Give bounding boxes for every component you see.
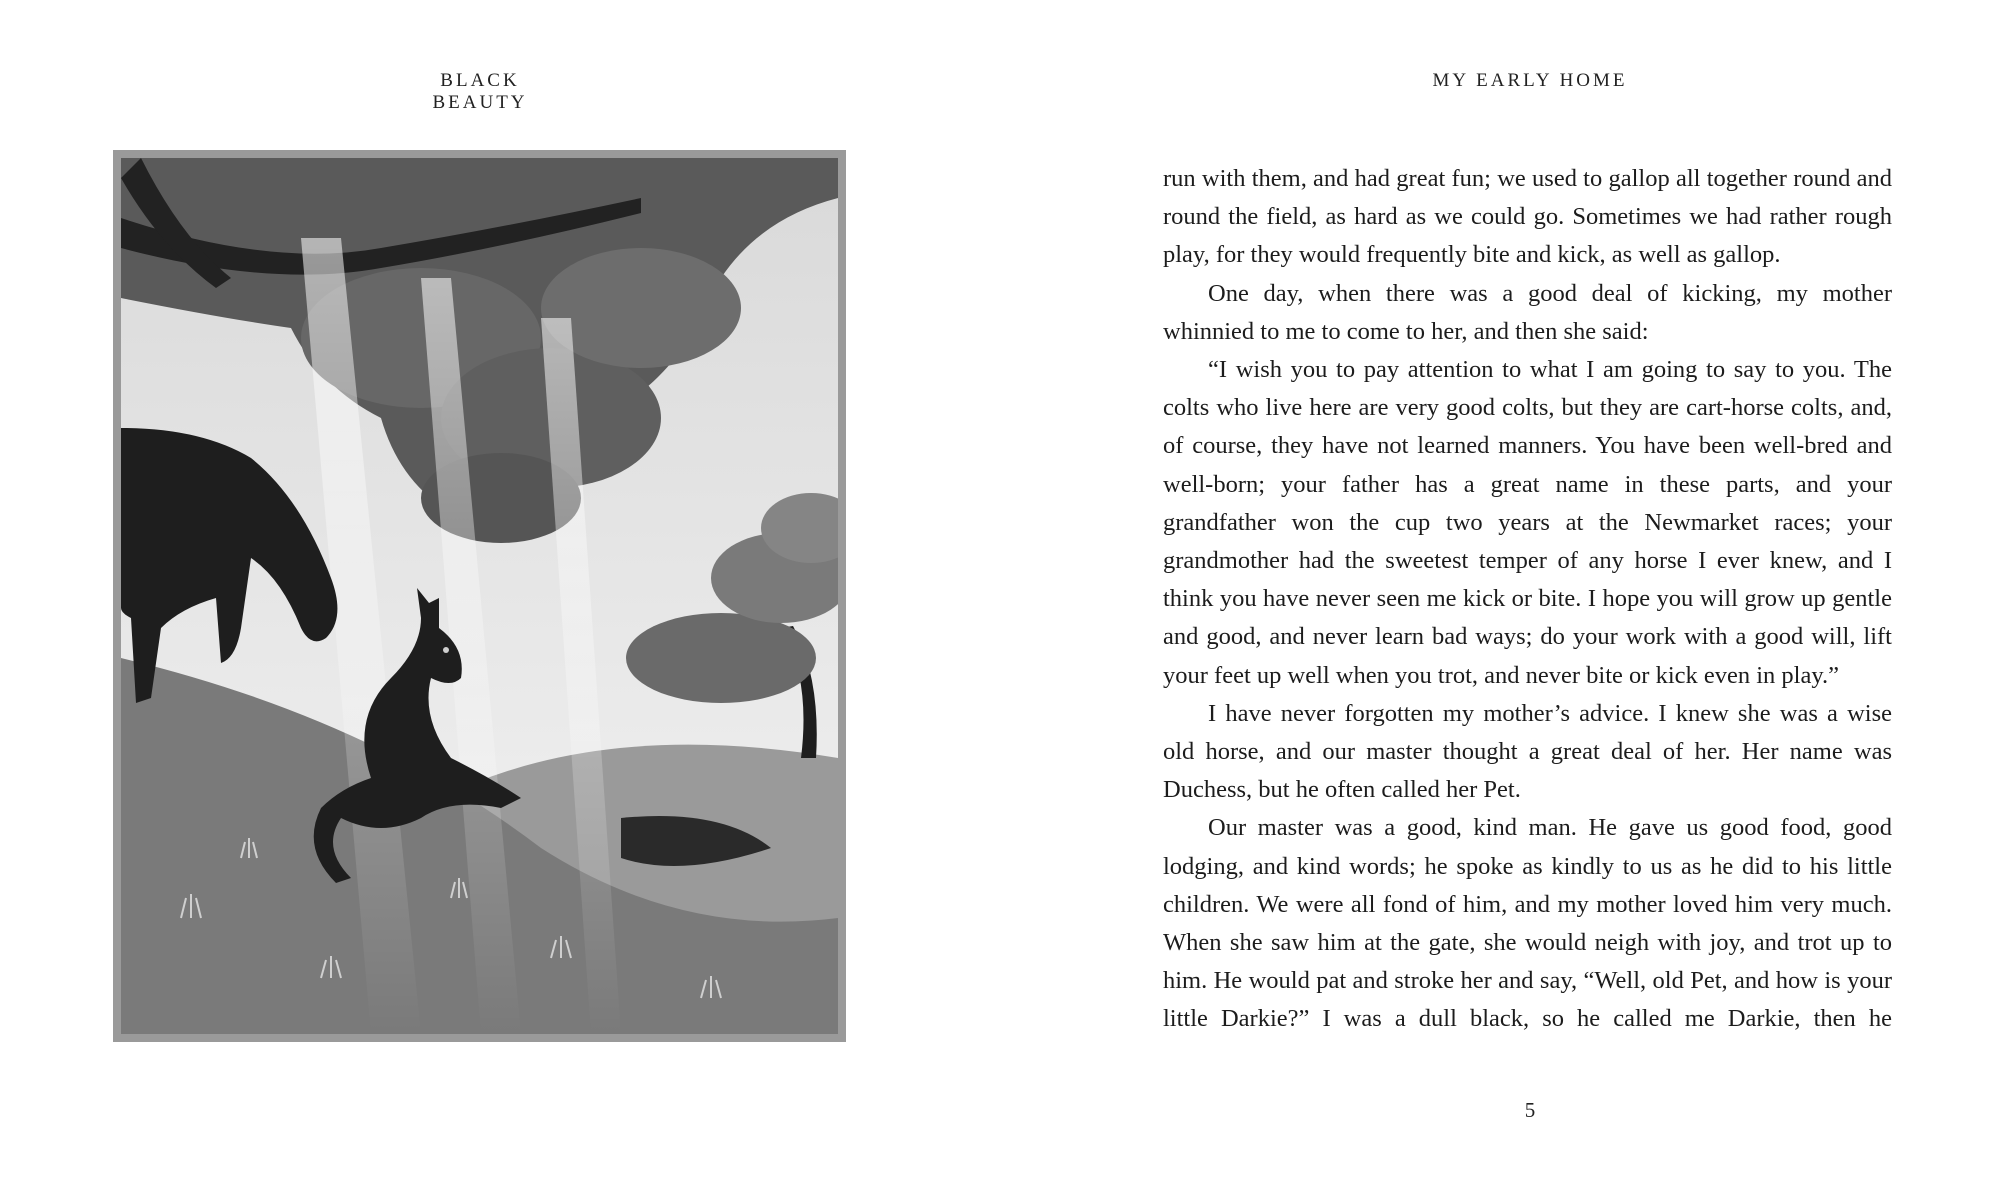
paragraph: “I wish you to pay attention to what I am going to say to you. The colts who live here are very good colts, but they are cart-horse colts, and, of course, they have not learned manners. You have been well-bred and well-born; your father has a great name in these parts, and your grandfather won the cup two years at the Newmarket races; your grandmother had the sweetest temper of any horse I ever knew, and I think you have never seen me kick or bite. I hope you will grow up gentle and good, and never learn bad ways; do your work with a good will, lift your feet up well when you trot, and never bite or kick even in play.”: [1163, 356, 1892, 689]
illustration-scene: [121, 158, 838, 1034]
paragraph: I have never forgotten my mother’s advice. I knew she was a wise old horse, and our master thought a great deal of her. Her name was Duchess, but he often called her Pet.: [1163, 699, 1892, 804]
chapter-illustration: [113, 150, 846, 1042]
page-number: 5: [1524, 1098, 1536, 1122]
paragraph-continued: run with them, and had great fun; we used to gallop all together round and round the field, as hard as we could go. Sometimes we had rather rough play, for they would frequently bite and kick, as well as gallop.: [1163, 165, 1892, 269]
running-head-book-title: BLACK BEAUTY: [432, 70, 528, 113]
paragraph: One day, when there was a good deal of kicking, my mother whinnied to me to come to her, and then she said:: [1163, 279, 1892, 345]
paragraph: Our master was a good, kind man. He gave us good food, good lodging, and kind words; he spoke as kindly to us as he did to his little children. We were all fond of him, and my mother loved him very much. When she saw him at the gate, she would neigh with joy, and trot up to him. He would pat and stroke her and say, “Well, old Pet, and how is your little Darkie?” I was a dull black, so he called me Darkie, then he: [1163, 814, 1892, 1033]
body-text: [1163, 160, 1892, 1039]
running-head-chapter-title: MY EARLY HOME: [1432, 70, 1628, 91]
